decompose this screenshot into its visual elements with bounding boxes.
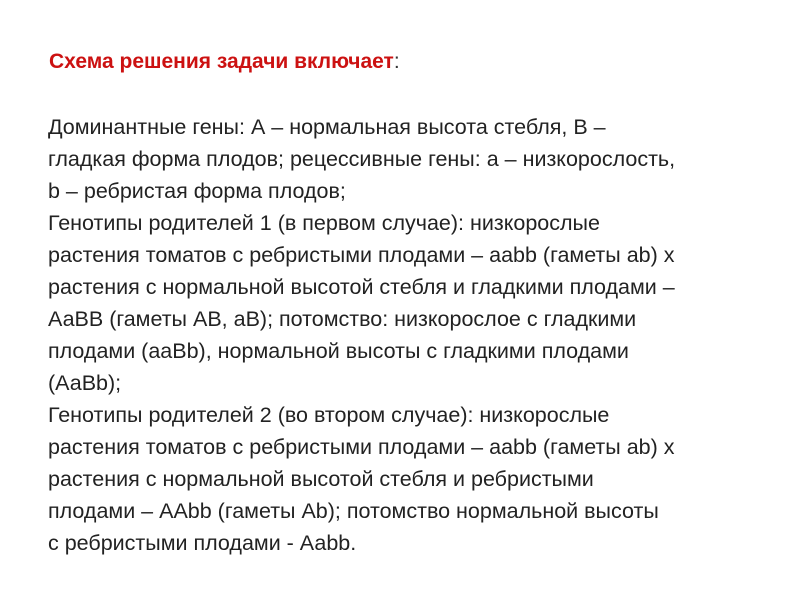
text-line: растения с нормальной высотой стебля и ребристыми <box>48 467 594 491</box>
slide-title <box>49 48 400 76</box>
text-line: гладкая форма плодов; рецессивные гены: а – низкорослость, <box>48 147 676 171</box>
text-line: Генотипы родителей 1 (в первом случае): низкорослые <box>48 211 600 235</box>
text-line: растения томатов с ребристыми плодами – ааbb (гаметы аb) х <box>48 435 675 459</box>
text-line: (АаВb); <box>48 371 122 395</box>
text-line: Генотипы родителей 2 (во втором случае): низкорослые <box>48 403 610 427</box>
text-line: с ребристыми плодами - Ааbb. <box>48 531 357 555</box>
slide-title-colon: : <box>393 50 400 73</box>
slide-body-text <box>48 111 768 559</box>
text-line: Доминантные гены: А – нормальная высота стебля, В – <box>48 115 606 139</box>
text-line: плодами – ААbb (гаметы Аb); потомство нормальной высоты <box>48 499 659 523</box>
text-line: растения томатов с ребристыми плодами – ааbb (гаметы аb) х <box>48 243 675 267</box>
text-line: плодами (ааВb), нормальной высоты с гладкими плодами <box>48 339 629 363</box>
text-line: b – ребристая форма плодов; <box>48 179 346 203</box>
text-line: АаВВ (гаметы АВ, аВ); потомство: низкорослое с гладкими <box>48 307 637 331</box>
text-line: растения с нормальной высотой стебля и гладкими плодами – <box>48 275 675 299</box>
slide-title-text: Схема решения задачи включает <box>49 50 394 73</box>
